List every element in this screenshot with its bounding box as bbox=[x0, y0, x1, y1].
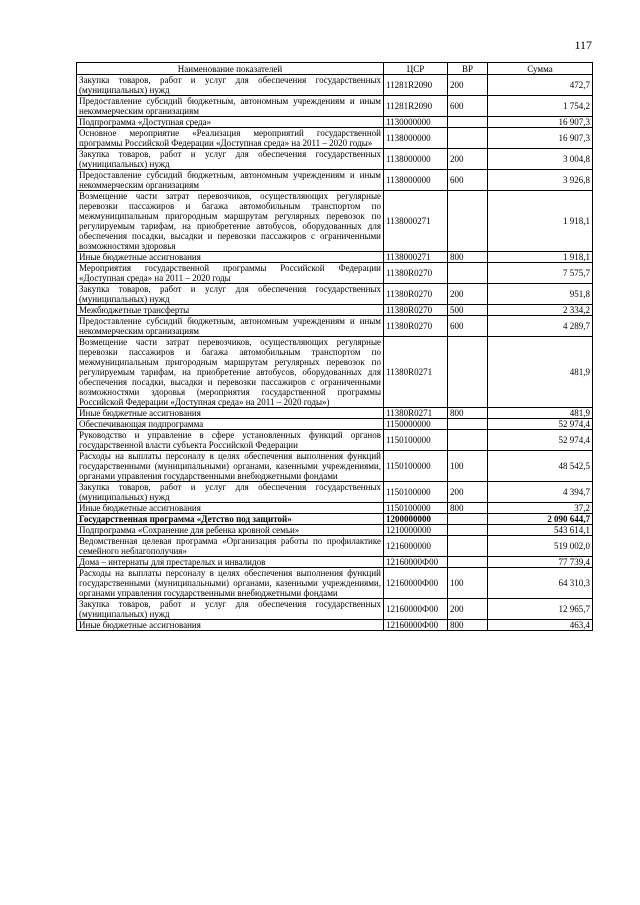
cell-vr bbox=[448, 337, 488, 408]
cell-code: 12160000Ф00 bbox=[384, 568, 448, 599]
cell-sum: 1 918,1 bbox=[488, 191, 593, 252]
cell-code: 12160000Ф00 bbox=[384, 599, 448, 620]
cell-sum: 3 004,8 bbox=[488, 149, 593, 170]
cell-vr: 200 bbox=[448, 75, 488, 96]
cell-sum: 52 974,4 bbox=[488, 430, 593, 451]
cell-name: Возмещение части затрат перевозчиков, осуществляющих регулярные перевозки пассажиров и багажа автомобильным транспортом по межмуниципальным пригородным маршрутам регулярных перевозок по регулируемым тарифам, на приобретение автобусов, оборудованных для обеспечения посадки, высадки и перевозки пассажиров с ограниченными возможностями здоровья (мероприятия государственной программы Российской Федерации «Доступная среда» на 2011 – 2020 годы») bbox=[77, 337, 384, 408]
cell-name: Иные бюджетные ассигнования bbox=[77, 503, 384, 514]
table-row bbox=[77, 96, 593, 117]
table-row bbox=[77, 430, 593, 451]
cell-code: 1130000000 bbox=[384, 117, 448, 128]
cell-sum: 481,9 bbox=[488, 337, 593, 408]
cell-sum: 472,7 bbox=[488, 75, 593, 96]
cell-vr bbox=[448, 128, 488, 149]
cell-sum: 7 575,7 bbox=[488, 263, 593, 284]
table-row bbox=[77, 149, 593, 170]
table-row bbox=[77, 305, 593, 316]
page-number: 117 bbox=[574, 38, 592, 52]
cell-name: Предоставление субсидий бюджетным, автономным учреждениям и иным некоммерческим организациям bbox=[77, 170, 384, 191]
table-row bbox=[77, 128, 593, 149]
cell-sum: 1 754,2 bbox=[488, 96, 593, 117]
cell-name: Подпрограмма «Доступная среда» bbox=[77, 117, 384, 128]
table-row bbox=[77, 337, 593, 408]
table-header-row bbox=[77, 63, 593, 75]
table-row bbox=[77, 568, 593, 599]
cell-code: 1200000000 bbox=[384, 514, 448, 525]
cell-name: Государственная программа «Детство под защитой» bbox=[77, 514, 384, 525]
cell-name: Закупка товаров, работ и услуг для обеспечения государственных (муниципальных) нужд bbox=[77, 599, 384, 620]
table-row bbox=[77, 191, 593, 252]
table-row bbox=[77, 620, 593, 631]
cell-sum: 1 918,1 bbox=[488, 252, 593, 263]
cell-sum: 463,4 bbox=[488, 620, 593, 631]
budget-table bbox=[76, 62, 593, 631]
cell-vr: 800 bbox=[448, 503, 488, 514]
table-row bbox=[77, 514, 593, 525]
cell-vr bbox=[448, 430, 488, 451]
cell-sum: 48 542,5 bbox=[488, 451, 593, 482]
cell-vr: 100 bbox=[448, 451, 488, 482]
cell-sum: 481,9 bbox=[488, 408, 593, 419]
cell-code: 11281R2090 bbox=[384, 75, 448, 96]
cell-sum: 16 907,3 bbox=[488, 117, 593, 128]
table-row bbox=[77, 117, 593, 128]
cell-name: Расходы на выплаты персоналу в целях обеспечения выполнения функций государственными (муниципальными) органами, казенными учреждениями, органами управления государственными внебюджетными фондами bbox=[77, 451, 384, 482]
cell-sum: 543 614,1 bbox=[488, 525, 593, 536]
cell-code: 11380R0270 bbox=[384, 305, 448, 316]
cell-sum: 951,8 bbox=[488, 284, 593, 305]
cell-vr: 600 bbox=[448, 316, 488, 337]
cell-vr: 500 bbox=[448, 305, 488, 316]
cell-name: Ведомственная целевая программа «Организация работы по профилактике семейного неблагополучия» bbox=[77, 536, 384, 557]
cell-name: Закупка товаров, работ и услуг для обеспечения государственных (муниципальных) нужд bbox=[77, 284, 384, 305]
cell-code: 1150100000 bbox=[384, 503, 448, 514]
cell-sum: 12 965,7 bbox=[488, 599, 593, 620]
cell-vr: 100 bbox=[448, 568, 488, 599]
table-row bbox=[77, 263, 593, 284]
table-row bbox=[77, 170, 593, 191]
cell-name: Закупка товаров, работ и услуг для обеспечения государственных (муниципальных) нужд bbox=[77, 75, 384, 96]
cell-vr: 800 bbox=[448, 252, 488, 263]
cell-vr: 800 bbox=[448, 408, 488, 419]
cell-name: Дома – интернаты для престарелых и инвалидов bbox=[77, 557, 384, 568]
cell-sum: 2 334,2 bbox=[488, 305, 593, 316]
cell-code: 11380R0270 bbox=[384, 316, 448, 337]
cell-name: Иные бюджетные ассигнования bbox=[77, 408, 384, 419]
cell-code: 1216000000 bbox=[384, 536, 448, 557]
table-row bbox=[77, 419, 593, 430]
header-code: ЦСР bbox=[384, 63, 448, 75]
cell-name: Расходы на выплаты персоналу в целях обеспечения выполнения функций государственными (муниципальными) органами, казенными учреждениями, органами управления государственными внебюджетными фондами bbox=[77, 568, 384, 599]
table-row bbox=[77, 503, 593, 514]
cell-sum: 2 090 644,7 bbox=[488, 514, 593, 525]
cell-code: 1138000271 bbox=[384, 252, 448, 263]
cell-code: 1138000271 bbox=[384, 191, 448, 252]
cell-name: Руководство и управление в сфере установленных функций органов государственной власти субъекта Российской Федерации bbox=[77, 430, 384, 451]
cell-vr: 600 bbox=[448, 96, 488, 117]
cell-vr bbox=[448, 117, 488, 128]
table-row bbox=[77, 316, 593, 337]
cell-sum: 64 310,3 bbox=[488, 568, 593, 599]
cell-sum: 4 394,7 bbox=[488, 482, 593, 503]
cell-sum: 52 974,4 bbox=[488, 419, 593, 430]
cell-code: 11380R0270 bbox=[384, 263, 448, 284]
cell-code: 1138000000 bbox=[384, 128, 448, 149]
cell-vr: 200 bbox=[448, 284, 488, 305]
cell-name: Закупка товаров, работ и услуг для обеспечения государственных (муниципальных) нужд bbox=[77, 482, 384, 503]
table-row bbox=[77, 451, 593, 482]
cell-name: Иные бюджетные ассигнования bbox=[77, 252, 384, 263]
cell-sum: 519 002,0 bbox=[488, 536, 593, 557]
table-row bbox=[77, 557, 593, 568]
cell-code: 1150100000 bbox=[384, 451, 448, 482]
table-row bbox=[77, 408, 593, 419]
cell-name: Основное мероприятие «Реализация мероприятий государственной программы Российской Федерации «Доступная среда» на 2011 – 2020 годы» bbox=[77, 128, 384, 149]
cell-name: Предоставление субсидий бюджетным, автономным учреждениям и иным некоммерческим организациям bbox=[77, 96, 384, 117]
cell-name: Иные бюджетные ассигнования bbox=[77, 620, 384, 631]
table-row bbox=[77, 252, 593, 263]
table-row bbox=[77, 482, 593, 503]
cell-code: 11380R0270 bbox=[384, 284, 448, 305]
cell-name: Подпрограмма «Сохранение для ребенка кровной семьи» bbox=[77, 525, 384, 536]
cell-code: 1210000000 bbox=[384, 525, 448, 536]
cell-code: 12160000Ф00 bbox=[384, 620, 448, 631]
cell-code: 11281R2090 bbox=[384, 96, 448, 117]
cell-vr: 200 bbox=[448, 482, 488, 503]
cell-vr bbox=[448, 525, 488, 536]
cell-code: 11380R0271 bbox=[384, 408, 448, 419]
cell-vr: 200 bbox=[448, 599, 488, 620]
cell-sum: 3 926,8 bbox=[488, 170, 593, 191]
cell-sum: 16 907,3 bbox=[488, 128, 593, 149]
table-row bbox=[77, 536, 593, 557]
cell-name: Обеспечивающая подпрограмма bbox=[77, 419, 384, 430]
cell-name: Предоставление субсидий бюджетным, автономным учреждениям и иным некоммерческим организациям bbox=[77, 316, 384, 337]
cell-name: Закупка товаров, работ и услуг для обеспечения государственных (муниципальных) нужд bbox=[77, 149, 384, 170]
cell-vr bbox=[448, 557, 488, 568]
table-row bbox=[77, 599, 593, 620]
cell-sum: 77 739,4 bbox=[488, 557, 593, 568]
cell-sum: 4 289,7 bbox=[488, 316, 593, 337]
table-row bbox=[77, 284, 593, 305]
cell-vr bbox=[448, 419, 488, 430]
cell-vr bbox=[448, 514, 488, 525]
cell-name: Мероприятия государственной программы Российской Федерации «Доступная среда» на 2011 – 2020 годы bbox=[77, 263, 384, 284]
cell-vr: 600 bbox=[448, 170, 488, 191]
cell-vr bbox=[448, 263, 488, 284]
cell-code: 1150000000 bbox=[384, 419, 448, 430]
cell-vr: 800 bbox=[448, 620, 488, 631]
cell-code: 12160000Ф00 bbox=[384, 557, 448, 568]
cell-name: Возмещение части затрат перевозчиков, осуществляющих регулярные перевозки пассажиров и багажа автомобильным транспортом по межмуниципальным пригородным маршрутам регулярных перевозок по регулируемым тарифам, на приобретение автобусов, оборудованных для обеспечения посадки, высадки и перевозки пассажиров с ограниченными возможностями здоровья bbox=[77, 191, 384, 252]
table-row bbox=[77, 75, 593, 96]
header-name: Наименование показателей bbox=[77, 63, 384, 75]
cell-code: 1138000000 bbox=[384, 149, 448, 170]
cell-sum: 37,2 bbox=[488, 503, 593, 514]
cell-vr bbox=[448, 191, 488, 252]
cell-vr: 200 bbox=[448, 149, 488, 170]
table-row bbox=[77, 525, 593, 536]
cell-code: 1150100000 bbox=[384, 430, 448, 451]
cell-vr bbox=[448, 536, 488, 557]
cell-name: Межбюджетные трансферты bbox=[77, 305, 384, 316]
header-vr: ВР bbox=[448, 63, 488, 75]
cell-code: 1138000000 bbox=[384, 170, 448, 191]
cell-code: 11380R0271 bbox=[384, 337, 448, 408]
header-sum: Сумма bbox=[488, 63, 593, 75]
cell-code: 1150100000 bbox=[384, 482, 448, 503]
